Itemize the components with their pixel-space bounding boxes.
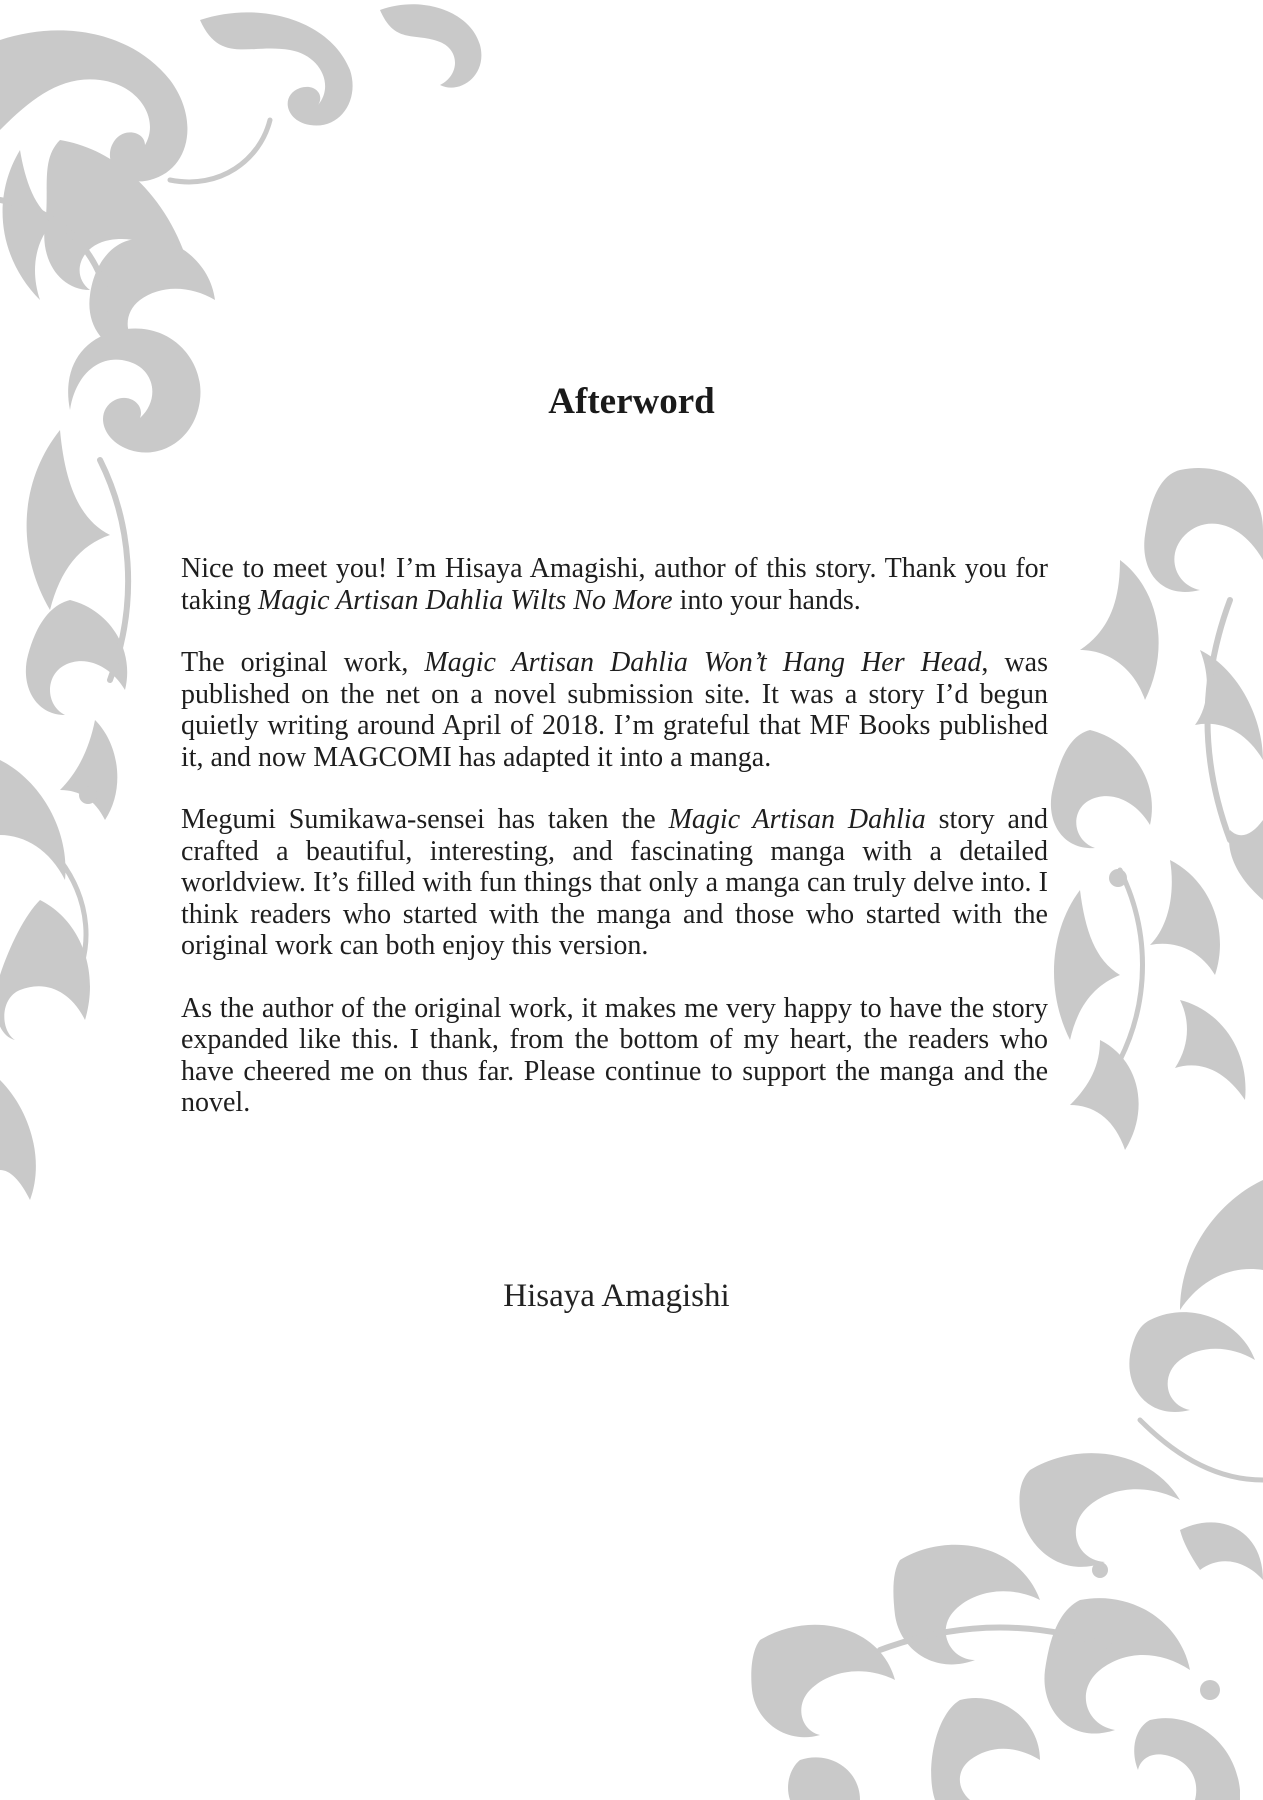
author-signature: Hisaya Amagishi bbox=[503, 1278, 730, 1314]
paragraph-1-text-a: Nice to meet you! I’m Hisaya Amagishi, author of this story. Thank you for taking bbox=[181, 553, 1048, 616]
book-title-italic: Magic Artisan Dahlia Wilts No More bbox=[258, 584, 673, 616]
series-title-italic: Magic Artisan Dahlia bbox=[668, 804, 926, 835]
ornament-right-mid bbox=[1051, 468, 1263, 1150]
original-work-title-italic: Magic Artisan Dahlia Won’t Hang Her Head bbox=[424, 647, 982, 678]
ornament-bottom-right bbox=[751, 1180, 1263, 1800]
paragraph-4: As the author of the original work, it makes me very happy to have the story expanded like this. I thank, from the bottom of my heart, the readers who have cheered me on thus far. Please continue to support the manga and the novel. bbox=[181, 992, 1048, 1118]
ornament-left-mid bbox=[0, 328, 200, 1200]
paragraph-2 bbox=[181, 647, 1048, 773]
paragraph-2-text-b: , was published on the net on a novel submission site. It was a story I’d begun quietly writing around April of 2018. I’m grateful that MF Books published it, and now MAGCOMI has adapted it into a manga. bbox=[181, 647, 1048, 773]
paragraph-1 bbox=[181, 553, 1048, 616]
paragraph-3-text-b: story and crafted a beautiful, interesting, and fascinating manga with a detailed worldview. It’s filled with fun things that only a manga can truly delve into. I think readers who started with the manga and those who started with the original work can both enjoy this version. bbox=[181, 804, 1048, 961]
page-title: Afterword bbox=[548, 381, 715, 422]
paragraph-1-text-b: into your hands. bbox=[672, 584, 861, 616]
paragraph-3 bbox=[181, 804, 1048, 962]
paragraph-2-text-a: The original work, bbox=[181, 647, 425, 678]
afterword-body bbox=[181, 553, 1048, 1150]
ornament-top-left bbox=[0, 4, 481, 352]
paragraph-3-text-a: Megumi Sumikawa-sensei has taken the bbox=[181, 804, 669, 835]
